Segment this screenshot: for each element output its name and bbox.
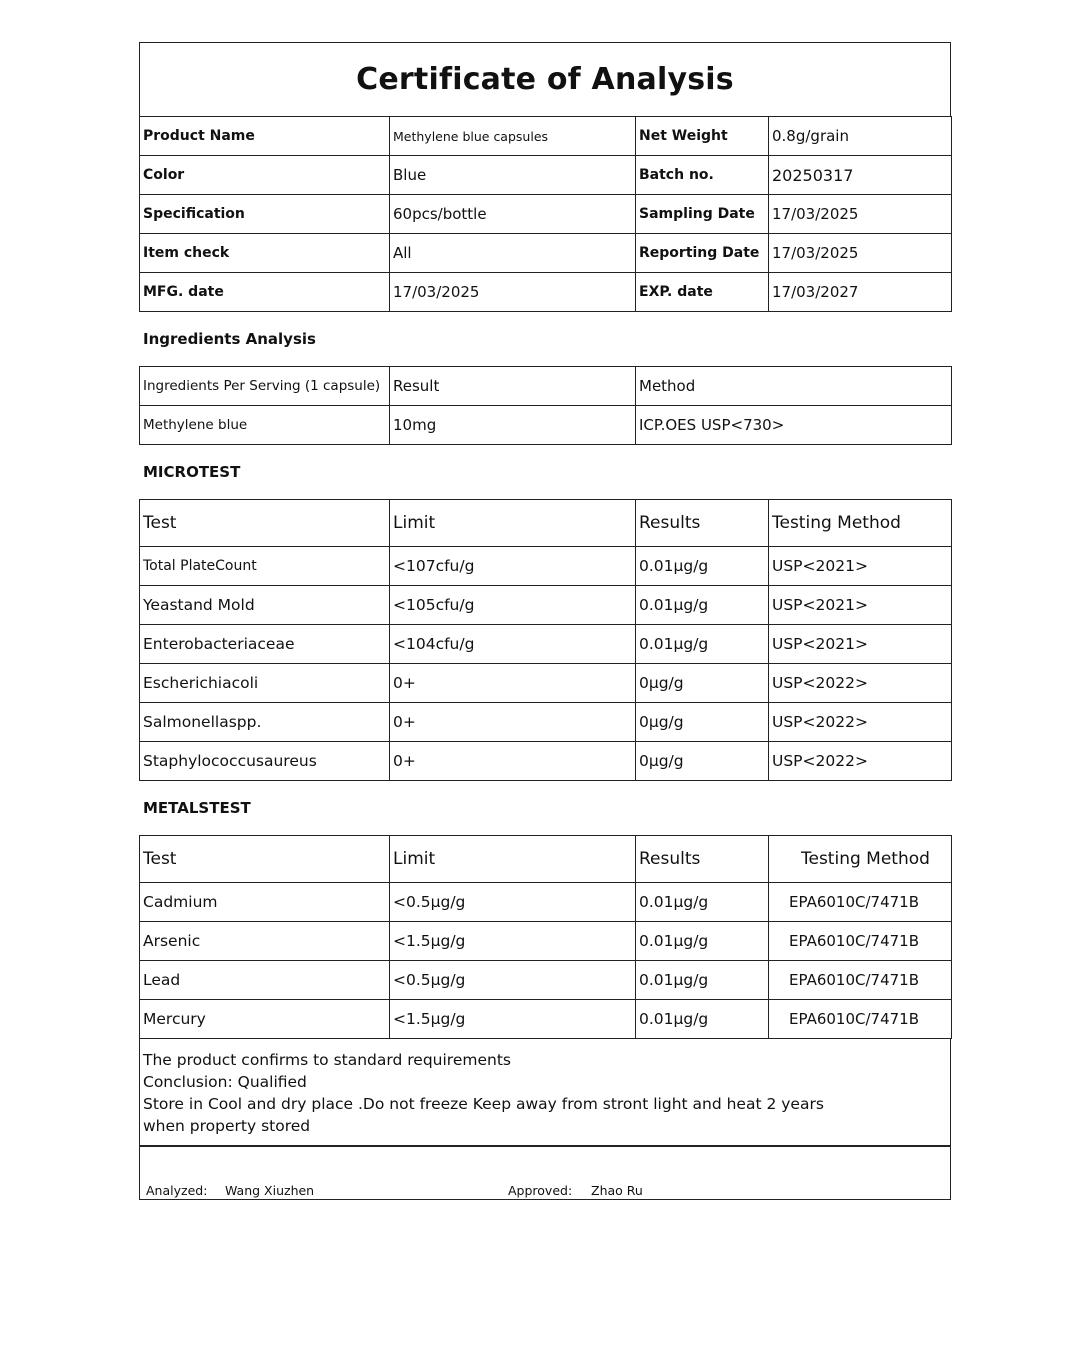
column-header: Test	[140, 500, 390, 547]
column-header: Testing Method	[769, 500, 952, 547]
table-cell: 0µg/g	[636, 664, 769, 703]
metalstest-heading: METALSTEST	[143, 799, 251, 817]
info-row	[140, 234, 952, 273]
conclusion-line: Conclusion: Qualified	[143, 1073, 307, 1091]
table-cell: Staphylococcusaureus	[140, 742, 390, 781]
info-value: Methylene blue capsules	[390, 117, 636, 156]
info-label: Item check	[140, 234, 390, 273]
conclusion-box	[139, 1039, 951, 1146]
table-row	[140, 742, 952, 781]
table-cell: <0.5µg/g	[390, 883, 636, 922]
info-value: All	[390, 234, 636, 273]
info-label: Product Name	[140, 117, 390, 156]
table-row	[140, 922, 952, 961]
table-cell: <105cfu/g	[390, 586, 636, 625]
table-cell: 0µg/g	[636, 742, 769, 781]
table-row	[140, 586, 952, 625]
table-row	[140, 664, 952, 703]
info-value: 17/03/2025	[390, 273, 636, 312]
info-label: Reporting Date	[636, 234, 769, 273]
info-row	[140, 156, 952, 195]
table-header-row	[140, 500, 952, 547]
ingredients-heading: Ingredients Analysis	[143, 330, 316, 348]
info-label: Specification	[140, 195, 390, 234]
info-label: EXP. date	[636, 273, 769, 312]
table-cell: EPA6010C/7471B	[769, 961, 952, 1000]
table-row	[140, 406, 952, 445]
table-row	[140, 547, 952, 586]
table-cell: 0.01µg/g	[636, 922, 769, 961]
table-cell: USP<2022>	[769, 664, 952, 703]
table-cell: EPA6010C/7471B	[769, 883, 952, 922]
metalstest-table	[139, 835, 952, 1039]
microtest-table	[139, 499, 952, 781]
conclusion-line: Store in Cool and dry place .Do not freeze Keep away from stront light and heat 2 years	[143, 1095, 824, 1113]
table-cell: Cadmium	[140, 883, 390, 922]
info-value: 17/03/2025	[769, 195, 952, 234]
column-header: Test	[140, 836, 390, 883]
info-value: 0.8g/grain	[769, 117, 952, 156]
table-cell: USP<2021>	[769, 625, 952, 664]
microtest-heading: MICROTEST	[143, 463, 241, 481]
table-row	[140, 961, 952, 1000]
table-row	[140, 703, 952, 742]
table-cell: 0.01µg/g	[636, 883, 769, 922]
info-row	[140, 195, 952, 234]
table-cell: Methylene blue	[140, 406, 390, 445]
info-label: Color	[140, 156, 390, 195]
info-value: 20250317	[769, 156, 952, 195]
table-cell: Mercury	[140, 1000, 390, 1039]
column-header: Ingredients Per Serving (1 capsule)	[140, 367, 390, 406]
table-cell: Arsenic	[140, 922, 390, 961]
column-header: Limit	[390, 500, 636, 547]
table-cell: <107cfu/g	[390, 547, 636, 586]
info-value: Blue	[390, 156, 636, 195]
product-info-table	[139, 116, 952, 312]
table-cell: 0+	[390, 703, 636, 742]
info-value: 60pcs/bottle	[390, 195, 636, 234]
ingredients-table	[139, 366, 952, 445]
table-cell: 10mg	[390, 406, 636, 445]
column-header: Limit	[390, 836, 636, 883]
table-cell: 0+	[390, 742, 636, 781]
info-row	[140, 117, 952, 156]
table-cell: USP<2022>	[769, 703, 952, 742]
column-header: Results	[636, 500, 769, 547]
table-cell: Lead	[140, 961, 390, 1000]
info-value: 17/03/2027	[769, 273, 952, 312]
analyzed-name: Wang Xiuzhen	[225, 1183, 315, 1198]
table-cell: EPA6010C/7471B	[769, 1000, 952, 1039]
table-header-row	[140, 367, 952, 406]
column-header: Results	[636, 836, 769, 883]
table-cell: 0.01µg/g	[636, 625, 769, 664]
table-header-row	[140, 836, 952, 883]
column-header: Result	[390, 367, 636, 406]
table-row	[140, 883, 952, 922]
table-cell: Total PlateCount	[140, 547, 390, 586]
conclusion-line: The product confirms to standard requirements	[143, 1051, 511, 1069]
table-cell: 0.01µg/g	[636, 547, 769, 586]
table-cell: USP<2021>	[769, 547, 952, 586]
title-box	[139, 42, 951, 116]
table-cell: <1.5µg/g	[390, 922, 636, 961]
column-header: Testing Method	[769, 836, 952, 883]
certificate-page	[139, 42, 951, 1200]
info-label: MFG. date	[140, 273, 390, 312]
table-cell: <1.5µg/g	[390, 1000, 636, 1039]
analyzed-label: Analyzed:	[146, 1183, 208, 1198]
table-row	[140, 625, 952, 664]
info-row	[140, 273, 952, 312]
info-value: 17/03/2025	[769, 234, 952, 273]
column-header: Method	[636, 367, 952, 406]
table-cell: Salmonellaspp.	[140, 703, 390, 742]
table-cell: <0.5µg/g	[390, 961, 636, 1000]
info-label: Net Weight	[636, 117, 769, 156]
table-row	[140, 1000, 952, 1039]
table-cell: 0+	[390, 664, 636, 703]
page-title: Certificate of Analysis	[356, 62, 734, 97]
info-label: Batch no.	[636, 156, 769, 195]
conclusion-line: when property stored	[143, 1117, 311, 1135]
approved-name: Zhao Ru	[591, 1183, 643, 1198]
table-cell: EPA6010C/7471B	[769, 922, 952, 961]
table-cell: Escherichiacoli	[140, 664, 390, 703]
table-cell: ICP.OES USP<730>	[636, 406, 952, 445]
table-cell: USP<2022>	[769, 742, 952, 781]
table-cell: 0µg/g	[636, 703, 769, 742]
approved-label: Approved:	[508, 1183, 573, 1198]
table-cell: Enterobacteriaceae	[140, 625, 390, 664]
info-label: Sampling Date	[636, 195, 769, 234]
table-cell: <104cfu/g	[390, 625, 636, 664]
table-cell: 0.01µg/g	[636, 586, 769, 625]
table-cell: Yeastand Mold	[140, 586, 390, 625]
signature-box	[139, 1146, 951, 1200]
table-cell: 0.01µg/g	[636, 961, 769, 1000]
table-cell: USP<2021>	[769, 586, 952, 625]
table-cell: 0.01µg/g	[636, 1000, 769, 1039]
